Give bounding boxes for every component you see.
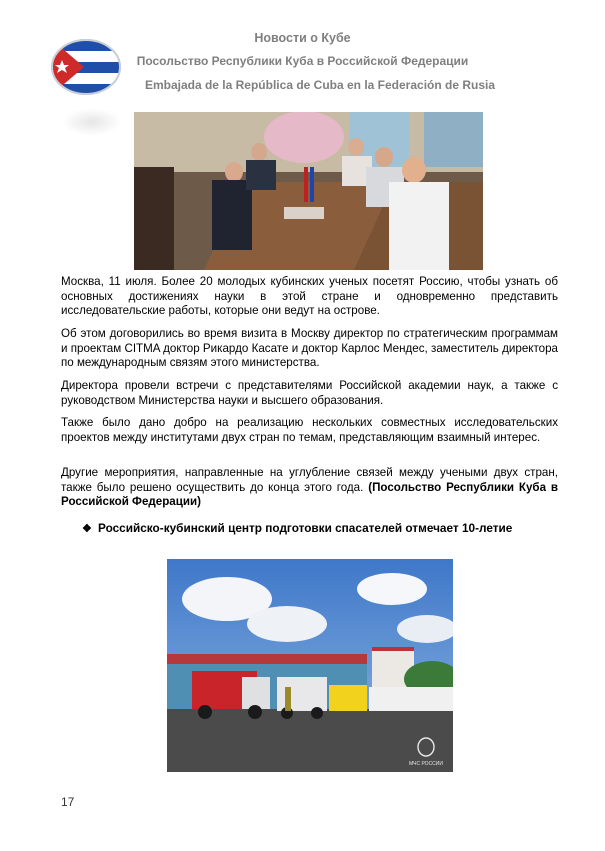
header-embassy-ru: Посольство Республики Куба в Российской Федерации [136,54,469,68]
next-article-headline [82,521,552,535]
headline-text: Российско-кубинский центр подготовки спасателей отмечает 10-летие [98,521,513,535]
header-title: Новости о Кубе [254,31,351,45]
rescue-vehicles-photo [167,559,453,772]
emercom-watermark: МЧС РОССИИ [409,761,443,767]
article-paragraph-4: Также было дано добро на реализацию нескольких совместных исследовательских проектов между институтами двух стран по темам, представляющим взаимный интерес. [61,416,558,444]
article-paragraph-5 [61,466,558,510]
header-embassy-es: Embajada de la República de Cuba en la Federación de Rusia [144,78,496,92]
diamond-bullet-icon: ❖ [82,523,92,535]
article-paragraph-3: Директора провели встречи с представителями Российской академии наук, а также с руководством Министерства науки и высшего образования. [61,379,558,407]
meeting-photo [134,112,483,270]
source-attribution: (Посольство Республики Куба в Российской Федерации) [61,480,558,509]
logo-reflection [62,108,122,136]
page-number: 17 [61,795,75,809]
article-paragraph-2: Об этом договорились во время визита в Москву директор по стратегическим программам и проектам CITMA доктор Рикардо Касате и доктор Карлос Мендес, заместитель директора по международным связям этого министерства. [61,327,558,370]
paragraph-5-text: Другие мероприятия, направленные на углубление связей между учеными двух стран, также было решено осуществить до конца этого года. [61,466,558,494]
article-paragraph-1: Москва, 11 июля. Более 20 молодых кубинских ученых посетят Россию, чтобы узнать об основных достижениях науки в этой стране и одновременно представить исследовательские работы, которые они ведут на острове. [61,275,558,318]
